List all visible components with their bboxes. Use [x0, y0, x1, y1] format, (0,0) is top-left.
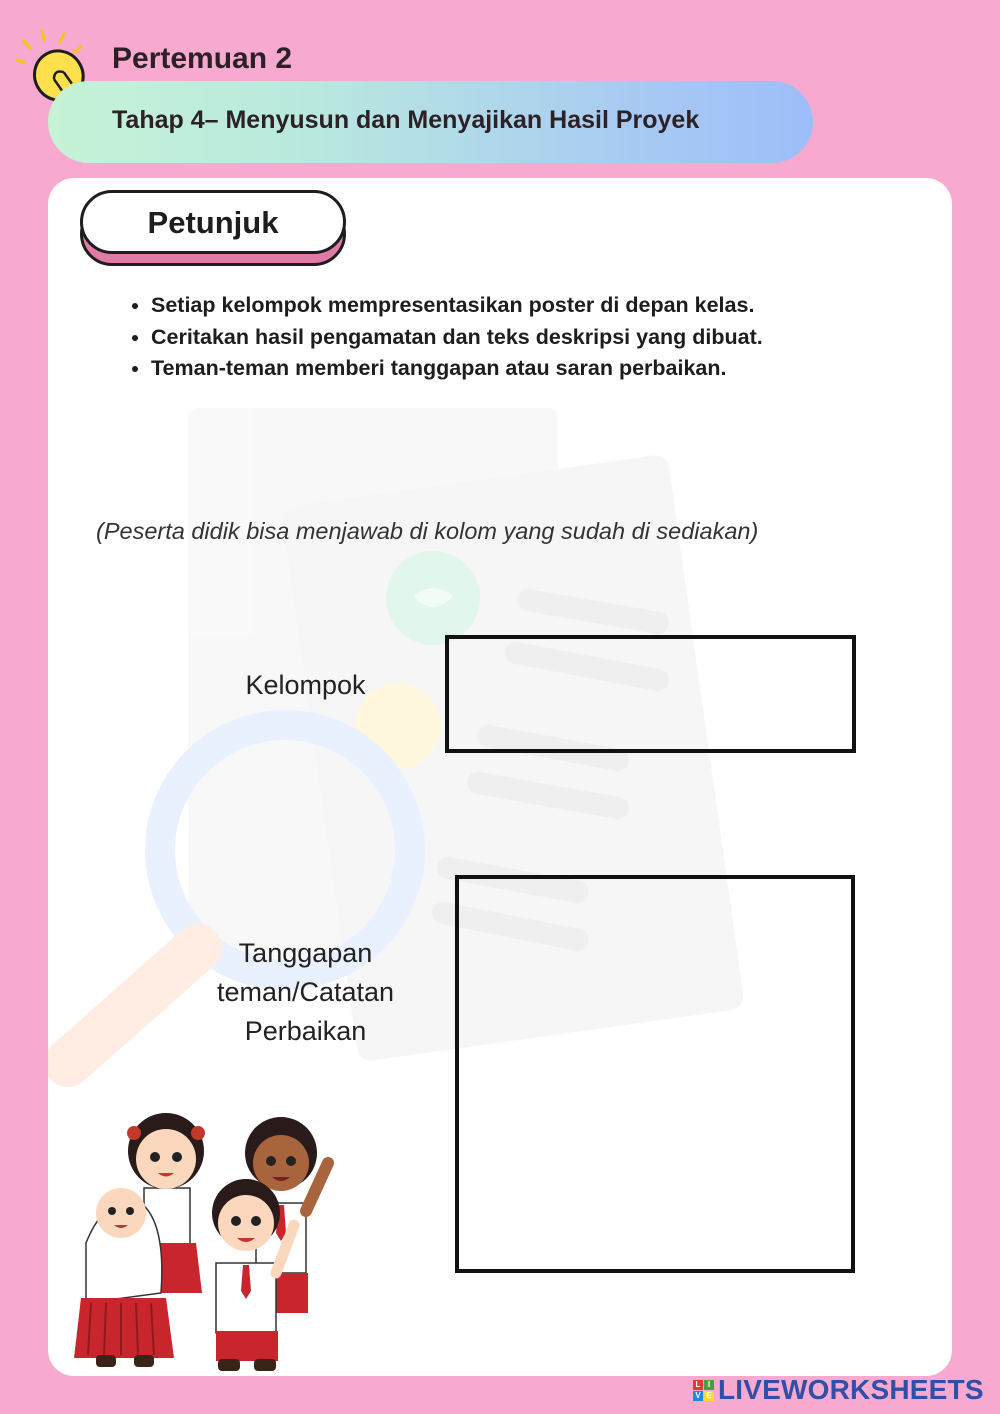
brand-name: LIVEWORKSHEETS	[718, 1374, 984, 1405]
students-illustration	[66, 1093, 356, 1376]
instruction-item: • Ceritakan hasil pengamatan dan teks deskripsi yang dibuat.	[151, 322, 821, 354]
feedback-label: Tanggapan teman/Catatan Perbaikan	[216, 938, 395, 1046]
group-answer-box[interactable]	[445, 635, 856, 753]
instructions-list	[128, 290, 821, 385]
liveworksheets-logo	[693, 1374, 984, 1406]
instructions-heading-badge	[80, 190, 348, 266]
brand-grid-icon: L I V E	[693, 1380, 714, 1401]
stage-banner	[48, 81, 813, 163]
instructions-heading: Petunjuk	[147, 205, 279, 240]
page-title: Pertemuan 2	[112, 42, 293, 75]
group-label: Kelompok	[245, 670, 366, 700]
feedback-answer-box[interactable]	[455, 875, 855, 1273]
stage-title: Tahap 4– Menyusun dan Menyajikan Hasil Proyek	[112, 106, 700, 134]
answer-note: (Peserta didik bisa menjawab di kolom yang sudah di sediakan)	[96, 518, 759, 544]
instruction-item: • Teman-teman memberi tanggapan atau saran perbaikan.	[151, 353, 821, 385]
worksheet-card	[48, 178, 952, 1376]
instruction-item: • Setiap kelompok mempresentasikan poster di depan kelas.	[151, 290, 821, 322]
